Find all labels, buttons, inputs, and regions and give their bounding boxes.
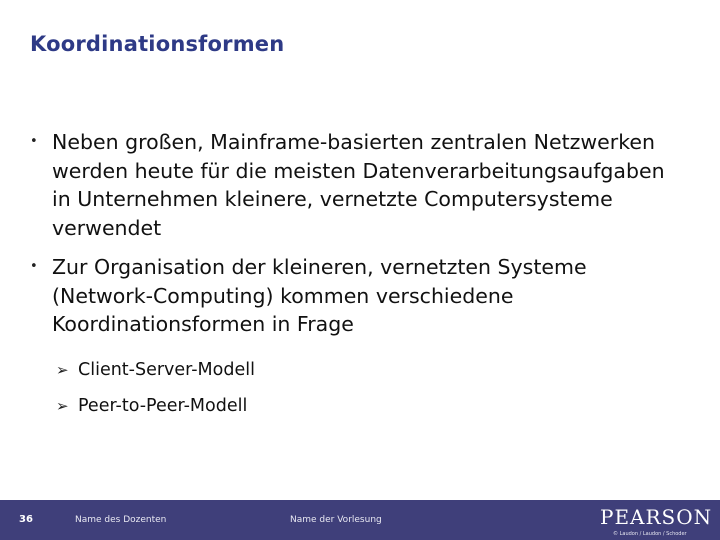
- bullet-dot-icon: •: [30, 259, 38, 274]
- sub-bullet-item: [56, 358, 255, 394]
- lecture-name: Name der Vorlesung: [290, 515, 382, 525]
- lecturer-name: Name des Dozenten: [75, 515, 167, 525]
- arrow-bullet-icon: ➢: [56, 397, 69, 415]
- bullet-item: [30, 128, 670, 242]
- page-number: 36: [19, 514, 33, 525]
- copyright-note: © Laudon / Laudon / Schoder: [613, 531, 687, 537]
- footer-bar: [0, 500, 720, 540]
- bullet-text: Neben großen, Mainframe-basierten zentralen Netzwerken werden heute für die meisten Datenverarbeitungsaufgaben in Unternehmen kleinere, vernetzte Computersysteme verwendet: [52, 130, 665, 240]
- sub-bullet-item: [56, 394, 255, 430]
- sub-bullet-text: Client-Server-Modell: [78, 360, 255, 380]
- bullet-list: [30, 128, 670, 339]
- pearson-logo: PEARSON: [600, 505, 713, 529]
- arrow-bullet-icon: ➢: [56, 361, 69, 379]
- bullet-dot-icon: •: [30, 134, 38, 149]
- sub-bullet-text: Peer-to-Peer-Modell: [78, 396, 248, 416]
- slide-title: Koordinationsformen: [30, 32, 285, 56]
- bullet-text: Zur Organisation der kleineren, vernetzten Systeme (Network-Computing) kommen verschiedene Koordinationsformen in Frage: [52, 255, 587, 336]
- bullet-item: [30, 253, 670, 339]
- sub-bullet-list: [56, 358, 255, 430]
